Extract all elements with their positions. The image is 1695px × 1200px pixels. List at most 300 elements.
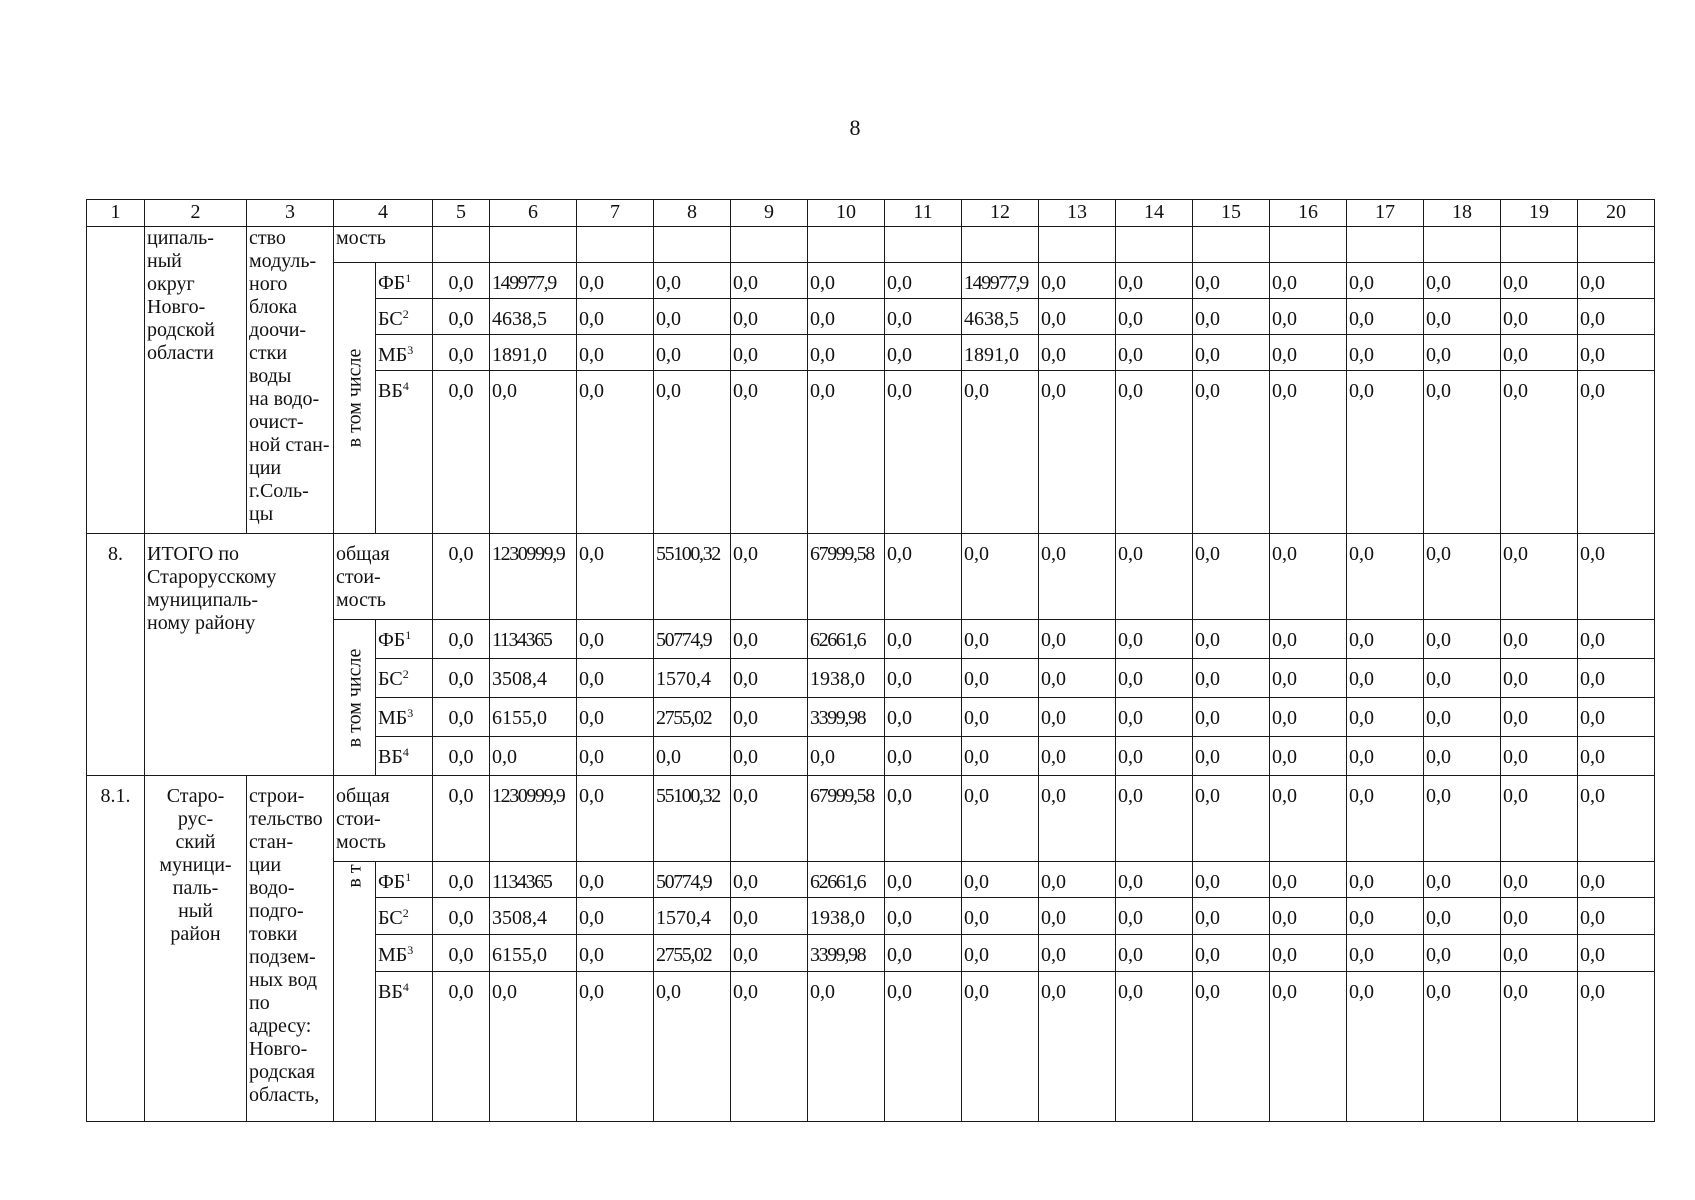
value-cell: 0,0 xyxy=(962,737,1039,776)
value-cell: 0,0 xyxy=(808,299,885,335)
value-cell: 0,0 xyxy=(1193,698,1270,737)
value-cell: 0,0 xyxy=(577,862,654,898)
value-cell: 2755,02 xyxy=(654,698,731,737)
rotated-label: в т xyxy=(343,864,365,888)
column-number: 3 xyxy=(247,200,334,227)
value-cell: 0,0 xyxy=(885,935,962,972)
column-number: 19 xyxy=(1501,200,1578,227)
fund-code-cell xyxy=(376,659,433,698)
value-cell: 0,0 xyxy=(1039,263,1116,299)
value-cell: 0,0 xyxy=(433,698,490,737)
value-cell: 1230999,9 xyxy=(490,776,577,862)
value-cell: 0,0 xyxy=(433,299,490,335)
value-cell: 1938,0 xyxy=(808,659,885,698)
footnote-marker: 2 xyxy=(402,667,409,681)
cost-type-cell: общая стои- мость xyxy=(334,776,433,862)
value-cell: 0,0 xyxy=(1039,776,1116,862)
value-cell: 1230999,9 xyxy=(490,534,577,620)
fund-code: МБ xyxy=(378,707,408,729)
fund-code-cell xyxy=(376,898,433,935)
empty-cell xyxy=(1424,227,1501,263)
value-cell: 0,0 xyxy=(577,659,654,698)
column-number: 18 xyxy=(1424,200,1501,227)
value-cell: 0,0 xyxy=(731,534,808,620)
header-row xyxy=(87,200,1655,227)
project-cell: строи- тельство стан- ции водо- подго- товки подзем- ных вод по адресу: Новго- родская область, xyxy=(247,776,334,1122)
column-number: 13 xyxy=(1039,200,1116,227)
value-cell: 0,0 xyxy=(1347,776,1424,862)
empty-cell xyxy=(1193,227,1270,263)
cost-type-cell: мость xyxy=(334,227,433,263)
value-cell: 0,0 xyxy=(1039,737,1116,776)
table-row xyxy=(87,534,1655,620)
value-cell: 0,0 xyxy=(1270,776,1347,862)
value-cell: 0,0 xyxy=(885,299,962,335)
fund-code: БС xyxy=(378,308,403,330)
value-cell: 62661,6 xyxy=(808,620,885,659)
value-cell: 0,0 xyxy=(654,263,731,299)
value-cell: 0,0 xyxy=(1039,335,1116,371)
value-cell: 0,0 xyxy=(1270,335,1347,371)
footnote-marker: 1 xyxy=(405,870,412,884)
value-cell: 0,0 xyxy=(1270,898,1347,935)
value-cell: 0,0 xyxy=(808,737,885,776)
value-cell: 0,0 xyxy=(1193,299,1270,335)
value-cell: 0,0 xyxy=(1424,534,1501,620)
value-cell: 0,0 xyxy=(1424,659,1501,698)
value-cell: 0,0 xyxy=(1193,659,1270,698)
value-cell: 0,0 xyxy=(1270,737,1347,776)
value-cell: 0,0 xyxy=(1039,862,1116,898)
empty-cell xyxy=(577,227,654,263)
fund-code: ФБ xyxy=(378,272,406,294)
value-cell: 0,0 xyxy=(654,335,731,371)
column-number: 4 xyxy=(334,200,433,227)
value-cell: 0,0 xyxy=(1039,659,1116,698)
fund-code-cell xyxy=(376,698,433,737)
value-cell: 0,0 xyxy=(885,659,962,698)
value-cell: 0,0 xyxy=(1501,299,1578,335)
value-cell: 0,0 xyxy=(1424,263,1501,299)
value-cell: 0,0 xyxy=(577,534,654,620)
value-cell: 0,0 xyxy=(1424,776,1501,862)
fund-code: ВБ xyxy=(378,746,403,768)
value-cell: 0,0 xyxy=(1270,935,1347,972)
value-cell: 0,0 xyxy=(1347,335,1424,371)
value-cell: 0,0 xyxy=(1501,335,1578,371)
table-body xyxy=(87,200,1655,1122)
empty-cell xyxy=(1501,227,1578,263)
empty-cell xyxy=(1578,227,1655,263)
value-cell: 50774,9 xyxy=(654,620,731,659)
empty-cell xyxy=(962,227,1039,263)
value-cell: 0,0 xyxy=(1347,698,1424,737)
value-cell: 0,0 xyxy=(1578,935,1655,972)
value-cell: 0,0 xyxy=(808,972,885,1122)
value-cell: 0,0 xyxy=(433,776,490,862)
value-cell: 0,0 xyxy=(433,898,490,935)
column-number: 9 xyxy=(731,200,808,227)
value-cell: 3508,4 xyxy=(490,898,577,935)
value-cell: 0,0 xyxy=(731,263,808,299)
value-cell: 1938,0 xyxy=(808,898,885,935)
value-cell: 0,0 xyxy=(1424,335,1501,371)
page-number: 8 xyxy=(849,115,861,140)
value-cell: 0,0 xyxy=(654,972,731,1122)
fund-code: ФБ xyxy=(378,629,406,651)
fund-code: ВБ xyxy=(378,380,403,402)
value-cell: 0,0 xyxy=(962,371,1039,534)
value-cell: 2755,02 xyxy=(654,935,731,972)
value-cell: 0,0 xyxy=(962,776,1039,862)
value-cell: 0,0 xyxy=(1193,972,1270,1122)
value-cell: 0,0 xyxy=(1116,299,1193,335)
value-cell: 0,0 xyxy=(490,371,577,534)
value-cell: 0,0 xyxy=(1270,263,1347,299)
value-cell: 0,0 xyxy=(577,335,654,371)
value-cell: 0,0 xyxy=(433,972,490,1122)
value-cell: 0,0 xyxy=(731,862,808,898)
value-cell: 0,0 xyxy=(1116,263,1193,299)
value-cell: 1570,4 xyxy=(654,659,731,698)
value-cell: 0,0 xyxy=(1424,862,1501,898)
municipality-cell: ципаль- ный округ Новго- родской области xyxy=(145,227,247,534)
value-cell: 0,0 xyxy=(731,935,808,972)
value-cell: 0,0 xyxy=(1424,698,1501,737)
column-number: 8 xyxy=(654,200,731,227)
value-cell: 1891,0 xyxy=(490,335,577,371)
value-cell: 0,0 xyxy=(731,972,808,1122)
value-cell: 0,0 xyxy=(1347,898,1424,935)
value-cell: 0,0 xyxy=(1578,620,1655,659)
value-cell: 0,0 xyxy=(885,263,962,299)
column-number: 15 xyxy=(1193,200,1270,227)
footnote-marker: 4 xyxy=(402,980,409,994)
empty-cell xyxy=(1116,227,1193,263)
fund-code: БС xyxy=(378,668,403,690)
value-cell: 0,0 xyxy=(1347,263,1424,299)
value-cell: 0,0 xyxy=(731,620,808,659)
value-cell: 3399,98 xyxy=(808,698,885,737)
value-cell: 0,0 xyxy=(1578,659,1655,698)
value-cell: 0,0 xyxy=(1424,299,1501,335)
value-cell: 1134365 xyxy=(490,862,577,898)
value-cell: 0,0 xyxy=(654,737,731,776)
column-number: 14 xyxy=(1116,200,1193,227)
value-cell: 0,0 xyxy=(654,299,731,335)
fund-code: МБ xyxy=(378,944,408,966)
empty-cell xyxy=(885,227,962,263)
value-cell: 0,0 xyxy=(885,898,962,935)
value-cell: 0,0 xyxy=(1501,698,1578,737)
value-cell: 0,0 xyxy=(1347,534,1424,620)
value-cell: 0,0 xyxy=(731,898,808,935)
value-cell: 0,0 xyxy=(490,737,577,776)
column-number: 2 xyxy=(145,200,247,227)
value-cell: 0,0 xyxy=(1270,620,1347,659)
value-cell: 0,0 xyxy=(1270,862,1347,898)
value-cell: 0,0 xyxy=(1501,620,1578,659)
value-cell: 1891,0 xyxy=(962,335,1039,371)
value-cell: 0,0 xyxy=(731,737,808,776)
value-cell: 3508,4 xyxy=(490,659,577,698)
value-cell: 0,0 xyxy=(1501,935,1578,972)
value-cell: 0,0 xyxy=(731,335,808,371)
value-cell: 0,0 xyxy=(1116,371,1193,534)
footnote-marker: 2 xyxy=(402,906,409,920)
fund-code: БС xyxy=(378,907,403,929)
value-cell: 0,0 xyxy=(885,698,962,737)
value-cell: 0,0 xyxy=(1039,534,1116,620)
value-cell: 0,0 xyxy=(433,620,490,659)
value-cell: 0,0 xyxy=(1193,263,1270,299)
value-cell: 0,0 xyxy=(1501,972,1578,1122)
value-cell: 0,0 xyxy=(1424,898,1501,935)
value-cell: 0,0 xyxy=(885,335,962,371)
value-cell: 0,0 xyxy=(490,972,577,1122)
footnote-marker: 2 xyxy=(402,307,409,321)
fund-code-cell xyxy=(376,620,433,659)
value-cell: 0,0 xyxy=(577,776,654,862)
value-cell: 0,0 xyxy=(433,659,490,698)
value-cell: 0,0 xyxy=(1193,935,1270,972)
value-cell: 0,0 xyxy=(433,935,490,972)
including-label-cell xyxy=(334,862,376,1122)
value-cell: 0,0 xyxy=(1424,371,1501,534)
value-cell: 0,0 xyxy=(962,935,1039,972)
value-cell: 149977,9 xyxy=(490,263,577,299)
fund-code-cell xyxy=(376,972,433,1122)
column-number: 11 xyxy=(885,200,962,227)
value-cell: 0,0 xyxy=(1270,299,1347,335)
value-cell: 0,0 xyxy=(1578,698,1655,737)
value-cell: 0,0 xyxy=(1193,898,1270,935)
value-cell: 0,0 xyxy=(1501,263,1578,299)
fund-code: МБ xyxy=(378,344,408,366)
value-cell: 0,0 xyxy=(1193,776,1270,862)
value-cell: 0,0 xyxy=(1116,898,1193,935)
value-cell: 0,0 xyxy=(808,371,885,534)
value-cell: 0,0 xyxy=(1116,659,1193,698)
value-cell: 0,0 xyxy=(1193,335,1270,371)
value-cell: 0,0 xyxy=(885,972,962,1122)
value-cell: 0,0 xyxy=(577,972,654,1122)
cost-type-cell: общая стои- мость xyxy=(334,534,433,620)
value-cell: 0,0 xyxy=(1039,299,1116,335)
value-cell: 0,0 xyxy=(1501,862,1578,898)
value-cell: 0,0 xyxy=(1347,371,1424,534)
footnote-marker: 1 xyxy=(405,271,412,285)
table-row xyxy=(87,227,1655,263)
column-number: 1 xyxy=(87,200,145,227)
value-cell: 0,0 xyxy=(1039,972,1116,1122)
value-cell: 6155,0 xyxy=(490,935,577,972)
value-cell: 0,0 xyxy=(1578,776,1655,862)
municipality-cell: Старо- рус- ский муници- паль- ный район xyxy=(145,776,247,1122)
value-cell: 55100,32 xyxy=(654,776,731,862)
value-cell: 0,0 xyxy=(1116,534,1193,620)
empty-cell xyxy=(490,227,577,263)
value-cell: 50774,9 xyxy=(654,862,731,898)
value-cell: 0,0 xyxy=(885,737,962,776)
value-cell: 0,0 xyxy=(577,371,654,534)
including-label-cell xyxy=(334,620,376,776)
value-cell: 55100,32 xyxy=(654,534,731,620)
value-cell: 0,0 xyxy=(577,299,654,335)
value-cell: 0,0 xyxy=(1578,898,1655,935)
value-cell: 4638,5 xyxy=(490,299,577,335)
project-cell: ство модуль- ного блока доочи- стки воды на водо- очист- ной стан- ции г.Соль- цы xyxy=(247,227,334,534)
footnote-marker: 3 xyxy=(407,343,414,357)
value-cell: 0,0 xyxy=(962,972,1039,1122)
value-cell: 0,0 xyxy=(1116,935,1193,972)
column-number: 5 xyxy=(433,200,490,227)
value-cell: 0,0 xyxy=(577,737,654,776)
fund-code-cell xyxy=(376,335,433,371)
value-cell: 0,0 xyxy=(1193,371,1270,534)
value-cell: 1134365 xyxy=(490,620,577,659)
value-cell: 0,0 xyxy=(1347,659,1424,698)
row-number-cell: 8. xyxy=(87,534,145,776)
value-cell: 0,0 xyxy=(577,898,654,935)
value-cell: 67999,58 xyxy=(808,776,885,862)
value-cell: 0,0 xyxy=(1039,620,1116,659)
value-cell: 0,0 xyxy=(731,659,808,698)
footnote-marker: 3 xyxy=(407,706,414,720)
empty-cell xyxy=(654,227,731,263)
fund-code-cell xyxy=(376,263,433,299)
fund-code-cell xyxy=(376,371,433,534)
value-cell: 0,0 xyxy=(1116,737,1193,776)
table-row xyxy=(87,776,1655,862)
value-cell: 0,0 xyxy=(577,698,654,737)
value-cell: 0,0 xyxy=(1270,534,1347,620)
row-number-cell xyxy=(87,227,145,534)
value-cell: 0,0 xyxy=(1193,620,1270,659)
value-cell: 0,0 xyxy=(1116,776,1193,862)
including-label-cell xyxy=(334,263,376,534)
value-cell: 0,0 xyxy=(1039,898,1116,935)
value-cell: 0,0 xyxy=(1578,335,1655,371)
column-number: 20 xyxy=(1578,200,1655,227)
value-cell: 0,0 xyxy=(1578,534,1655,620)
value-cell: 0,0 xyxy=(962,659,1039,698)
value-cell: 0,0 xyxy=(1116,862,1193,898)
value-cell: 62661,6 xyxy=(808,862,885,898)
value-cell: 0,0 xyxy=(1347,299,1424,335)
footnote-marker: 1 xyxy=(405,628,412,642)
value-cell: 0,0 xyxy=(962,862,1039,898)
value-cell: 0,0 xyxy=(433,371,490,534)
budget-table xyxy=(86,199,1655,1122)
value-cell: 0,0 xyxy=(1347,620,1424,659)
value-cell: 0,0 xyxy=(1501,776,1578,862)
value-cell: 0,0 xyxy=(1116,972,1193,1122)
value-cell: 0,0 xyxy=(1039,698,1116,737)
value-cell: 0,0 xyxy=(1193,862,1270,898)
value-cell: 0,0 xyxy=(1116,335,1193,371)
value-cell: 0,0 xyxy=(1347,862,1424,898)
column-number: 7 xyxy=(577,200,654,227)
value-cell: 0,0 xyxy=(1347,972,1424,1122)
value-cell: 0,0 xyxy=(885,371,962,534)
column-number: 10 xyxy=(808,200,885,227)
column-number: 6 xyxy=(490,200,577,227)
column-number: 12 xyxy=(962,200,1039,227)
value-cell: 0,0 xyxy=(1347,737,1424,776)
value-cell: 0,0 xyxy=(731,371,808,534)
footnote-marker: 4 xyxy=(402,379,409,393)
value-cell: 0,0 xyxy=(731,776,808,862)
value-cell: 0,0 xyxy=(1424,620,1501,659)
fund-code: ВБ xyxy=(378,981,403,1003)
fund-code-cell xyxy=(376,737,433,776)
value-cell: 0,0 xyxy=(1116,620,1193,659)
value-cell: 0,0 xyxy=(962,898,1039,935)
empty-cell xyxy=(1347,227,1424,263)
row-number-cell: 8.1. xyxy=(87,776,145,1122)
column-number: 16 xyxy=(1270,200,1347,227)
rotated-label: в том числе xyxy=(343,648,365,747)
municipality-cell: ИТОГО по Старорусскому муниципаль- ному району xyxy=(145,534,334,776)
value-cell: 0,0 xyxy=(1501,737,1578,776)
value-cell: 0,0 xyxy=(1424,737,1501,776)
value-cell: 0,0 xyxy=(885,862,962,898)
value-cell: 0,0 xyxy=(808,335,885,371)
value-cell: 0,0 xyxy=(433,737,490,776)
value-cell: 0,0 xyxy=(1501,659,1578,698)
value-cell: 0,0 xyxy=(433,534,490,620)
value-cell: 0,0 xyxy=(654,371,731,534)
value-cell: 0,0 xyxy=(1270,698,1347,737)
empty-cell xyxy=(433,227,490,263)
value-cell: 1570,4 xyxy=(654,898,731,935)
value-cell: 0,0 xyxy=(1347,935,1424,972)
value-cell: 4638,5 xyxy=(962,299,1039,335)
empty-cell xyxy=(1270,227,1347,263)
value-cell: 0,0 xyxy=(731,299,808,335)
value-cell: 0,0 xyxy=(1501,534,1578,620)
value-cell: 0,0 xyxy=(1501,898,1578,935)
value-cell: 0,0 xyxy=(577,935,654,972)
fund-code: ФБ xyxy=(378,871,406,893)
value-cell: 0,0 xyxy=(1270,659,1347,698)
value-cell: 6155,0 xyxy=(490,698,577,737)
value-cell: 0,0 xyxy=(808,263,885,299)
value-cell: 149977,9 xyxy=(962,263,1039,299)
value-cell: 0,0 xyxy=(885,534,962,620)
value-cell: 0,0 xyxy=(1424,935,1501,972)
fund-code-cell xyxy=(376,862,433,898)
value-cell: 0,0 xyxy=(433,335,490,371)
value-cell: 0,0 xyxy=(1578,299,1655,335)
value-cell: 67999,58 xyxy=(808,534,885,620)
value-cell: 0,0 xyxy=(1578,862,1655,898)
column-number: 17 xyxy=(1347,200,1424,227)
value-cell: 0,0 xyxy=(1270,371,1347,534)
value-cell: 0,0 xyxy=(962,698,1039,737)
value-cell: 0,0 xyxy=(1578,972,1655,1122)
footnote-marker: 4 xyxy=(402,745,409,759)
value-cell: 0,0 xyxy=(1501,371,1578,534)
value-cell: 0,0 xyxy=(885,620,962,659)
value-cell: 0,0 xyxy=(1193,737,1270,776)
value-cell: 0,0 xyxy=(577,620,654,659)
value-cell: 3399,98 xyxy=(808,935,885,972)
value-cell: 0,0 xyxy=(1578,371,1655,534)
empty-cell xyxy=(731,227,808,263)
fund-code-cell xyxy=(376,299,433,335)
